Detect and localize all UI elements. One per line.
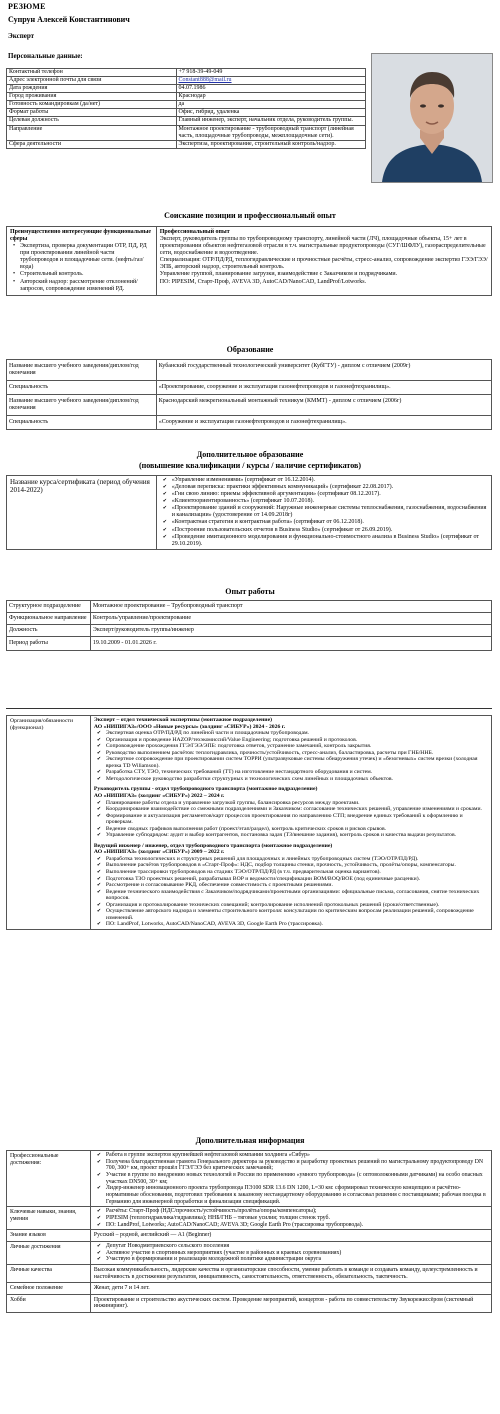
field-label: Сфера деятельности — [7, 140, 177, 148]
field-value: Контроль/управление/проектирование — [90, 613, 491, 625]
field-value: да — [176, 101, 366, 109]
field-label: Ключевые навыки, знания, умения — [7, 1207, 91, 1230]
field-label: Контактный телефон — [7, 69, 177, 77]
table-row — [7, 125, 366, 140]
duty-item: ✔ Координирование взаимодействие со смежными подразделениями и Заказчиком: согласование технических решений, управление изменениями и сроками. — [106, 806, 488, 813]
personal-achievement-item: ✔ Депутат Новодмитриевского сельского поселения — [106, 1243, 488, 1250]
table-row — [7, 476, 492, 550]
field-label: Город проживания — [7, 93, 177, 101]
duty-item: ✔ Методологическое руководство разработки структурных и технологических схем линейных и площадочных объектов. — [106, 776, 488, 783]
field-label: Хобби — [7, 1294, 91, 1312]
work-period-value: 19.10.2009 - 01.01.2026 г. — [90, 637, 491, 651]
institution-value: Краснодарский межрегиональный монтажный техникум (КММТ) - диплом с отличием (2006г) — [156, 395, 491, 416]
courses-label: Название курса/сертификата (период обучения 2014-2022) — [7, 476, 157, 550]
course-item: ✔ «Построение пользовательских отчетов в Business Studio» (сертификат от 26.09.2019). — [172, 527, 488, 534]
field-value: Офис, гибрид, удаленка — [176, 109, 366, 117]
field-label: Название высшего учебного заведения/диплом/год окончания — [7, 395, 157, 416]
field-label: Должность — [7, 625, 91, 637]
course-item: ✔ «Контрактная стратегия и контрактная работа» (сертификат от 06.12.2018). — [172, 519, 488, 526]
candidate-name: Супрун Алексей Константинович — [8, 15, 130, 24]
achievement-item: ✔ Лидер-инженер инновационного проекта трубопровода ПЭ100 SDR 13.6 DN 1200, L=30 км: сформировал техническую концепцию и расчётно-нормативные обоснования, подготовил требования к заказному нестандартному оборудованию и согласовал решения с поставщиками; рабочая поездка в Германию для инженерной проработки и финализации спецификаций. — [106, 1185, 488, 1205]
organization-table — [6, 715, 492, 930]
education-table — [6, 359, 492, 430]
table-row — [7, 625, 492, 637]
work-summary-table — [6, 600, 492, 651]
duty-item: ✔ Ведение технического взаимодействия с Заказчиком/подрядчиками/проектными организациями: официальные письма, согласования, снятие технических вопросов. — [106, 889, 488, 902]
job-company: АО «НИПИГАЗ»/ООО «Новые ресурсы» (холдинг «СИБУР») 2024 - 2026 г. — [93, 723, 286, 730]
list-item: • Строительный контроль. — [20, 271, 153, 278]
field-label: Личные качества — [7, 1264, 91, 1282]
duty-item: ✔ Сопровождение прохождения ГГЭ/ГЭЭ/ЭПБ: подготовка ответов, устранение замечаний, контроль закрытия. — [106, 743, 488, 750]
hobby-value: Проектирование и строительство акустических систем. Проведение мероприятий, концертов - работа по совместительству Звукорежиссёром (системный инжиниринг). — [90, 1294, 491, 1312]
achievement-item: ✔ Работа в группе экспертов крупнейшей нефтегазовой компании холдинга «Сибур» — [106, 1152, 488, 1159]
specialty-value: «Сооружение и эксплуатация газонефтепроводов и газонефтехранилищ». — [156, 416, 491, 430]
table-row — [7, 101, 366, 109]
field-label: Профессиональные достижения: — [7, 1151, 91, 1207]
organization-label: Организация/обязанности (функционал) — [7, 716, 91, 930]
course-item: ✔ «Деловая переписка: практики эффективных коммуникаций» (сертификат 22.08.2017). — [172, 484, 488, 491]
table-row — [7, 395, 492, 416]
search-table — [6, 226, 492, 296]
field-label: Специальность — [7, 381, 157, 395]
duty-item: ✔ Планирование работы отдела и управление загрузкой группы, балансировка ресурсов между проектами. — [106, 800, 488, 807]
section-title-work: Опыт работы — [225, 587, 275, 596]
personal-achievement-item: ✔ Активное участие в спортивных мероприятиях (участие в районных и краевых соревнованиях) — [106, 1250, 488, 1257]
table-row — [7, 1151, 492, 1207]
course-item: ✔ «Гни свою линию: приемы эффективной аргументации» (сертификат 08.12.2017). — [172, 491, 488, 498]
course-item: ✔ «Управление изменениями» (сертификат от 16.12.2014). — [172, 477, 488, 484]
duty-item: ✔ Подготовка ТЗО проектных решений, разрабатывал ВОР и ведомости/спецификации ВОМ/ВОQ/ВОЕ (под единичные расценки). — [106, 876, 488, 883]
person-portrait-icon — [372, 54, 492, 182]
experience-title: Профессиональный опыт — [159, 229, 230, 235]
experience-paragraph: Специализация: ОТР/ПД/РД, теплогидравлические и прочностные расчёты, стресс-анализ, сопровождение экспертиз ГЭЭ/ГЭЭ/ЭПБ, авторский надзор, строительный контроль. — [159, 257, 488, 271]
field-label: Функциональное направление — [7, 613, 91, 625]
table-row — [7, 716, 492, 930]
section-title-additional: Дополнительное образование — [196, 450, 304, 459]
field-label: Семейное положение — [7, 1283, 91, 1295]
functional-areas-title: Преимущественно интересующие функциональные сферы — [10, 229, 152, 243]
field-label: Адрес электронной почты для связи — [7, 77, 177, 85]
table-row — [7, 227, 492, 296]
field-value: Монтажное проектирование - трубопроводный транспорт (линейная часть, площадочные трубопроводы, межплощадочные сети). — [176, 125, 366, 140]
field-value: 04.07.1986 — [176, 85, 366, 93]
table-row — [7, 360, 492, 381]
family-value: Женат, дети 7 и 14 лет. — [90, 1283, 491, 1295]
field-label: Период работы — [7, 637, 91, 651]
table-row — [7, 1241, 492, 1264]
achievement-item: ✔ Получена благодарственная грамота Генерального директора за руководство и разработку проектных решений по магистральному продуктопроводу DN 700, 300+ км, проект прошёл ГГЭ/ГЭЭ без критических замечаний; — [106, 1159, 488, 1172]
experience-paragraph: ПО: PIPESIM, Старт-Проф, AVEVA 3D, AutoCAD/NanoCAD, LandProf/Lotworks. — [159, 278, 367, 285]
course-item: ✔ «Проведение имитационного моделирования и функционально-стоимостного анализа в Business Studio» (сертификат от 29.10.2019). — [172, 534, 488, 548]
duty-item: ✔ Экспертная оценка ОТР/ПД/РД по линейной части и площадочным трубопроводам. — [106, 730, 488, 737]
duty-item: ✔ Организация и проведение HAZOP/техэкомиссий/Value Engineering; подготовка решений и протоколов. — [106, 737, 488, 744]
phone-value: +7 918-39-49-049 — [176, 69, 366, 77]
duty-item: ✔ ПО: LandProf, Lotworks, AutoCAD/NanoCAD, AVEVA 3D, Google Earth Pro (трассировка). — [106, 921, 488, 928]
duty-item: ✔ Разработка технологических и структурных решений для площадочных и линейных трубопроводных систем (ТЭО/ОТР/ПД/РД). — [106, 856, 488, 863]
section-subtitle-additional: (повышение квалификации / курсы / наличие сертификатов) — [138, 461, 362, 470]
field-label: Структурное подразделение — [7, 601, 91, 613]
job-title: Руководитель группы - отдел трубопроводного транспорта (монтажное подразделение) — [93, 786, 318, 793]
extra-info-table — [6, 1150, 492, 1313]
section-title-education: Образование — [226, 345, 274, 354]
section-title-extra: Дополнительная информация — [195, 1136, 305, 1145]
table-row — [7, 140, 366, 148]
table-row — [7, 69, 366, 77]
table-row — [7, 93, 366, 101]
job-title: Ведущий инженер / инженер, отдел трубопроводного транспорта (монтажное подразделение) — [93, 842, 333, 849]
table-row — [7, 1207, 492, 1230]
table-row — [7, 416, 492, 430]
personal-achievement-item: ✔ Участвую в формировании и реализации молодежной политике администрации округа — [106, 1256, 488, 1263]
duty-item: ✔ Руководство выполнением расчётов: теплогидравлика, прочность/устойчивость, стресс-анализ, балластировка, расчеты при ГНБ/ННБ. — [106, 750, 488, 757]
table-row — [7, 77, 366, 85]
experience-paragraph: Эксперт, руководитель группы по трубопроводному транспорту, линейной части (ЛЧ), площадочные объекты, 15+ лет в проектировании объектов нефтегазовой отрасли в т.ч. магистральные продуктопроводы (СУГ/ШФЛУ), газораспределительные сети, водоснабжение и водоотведение. — [159, 236, 486, 257]
field-label: Формат работы — [7, 109, 177, 117]
course-item: ✔ «Проектирование зданий и сооружений: Наружные инженерные системы теплоснабжения, газоснабжения, водоснабжения и канализации» (удостоверение от 14.09.2018г) — [172, 505, 488, 519]
table-row — [7, 85, 366, 93]
personal-qualities-value: Высокая коммуникабельность, лидерские качества и организаторские способности, умение работать в команде и создавать команду, целеустремленность и настойчивость в достижении результатов, инициативность, самостоятельность, ответственность, обязательность, тактичность. — [90, 1264, 491, 1282]
duty-item: ✔ Выполнение расчётов трубопроводов в «Старт-Проф»: НДС, подбор толщины стенки, прочность, устойчивость, пролёты/опоры, компенсаторы. — [106, 862, 488, 869]
job-title: Эксперт – отдел технической экспертизы (монтажное подразделение) — [93, 717, 272, 723]
personal-data-heading: Персональные данные: — [8, 52, 83, 60]
languages-value: Русский – родной, английский — A1 (Beginner) — [90, 1230, 491, 1242]
experience-paragraph: Управление группой, планирование загрузки, взаимодействие с Заказчиком и подрядчиками. — [159, 271, 398, 278]
list-item: • Экспертиза, проверка документации ОТР, ПД, РД при проектировании линейной части трубопроводов и площадочные сети. (нефть/газ/вода) — [20, 243, 153, 271]
duty-item: ✔ Осуществление авторского надзора и элементы строительного контроля: консультации по критическим вопросам реализации решений, сопровождение изменений. — [106, 908, 488, 921]
table-row — [7, 1264, 492, 1282]
table-row — [7, 117, 366, 125]
field-label: Название высшего учебного заведения/диплом/год окончания — [7, 360, 157, 381]
duty-item: ✔ Формирование и актуализация регламентов/карт процессов проектирования по направлению СТП; внедрение единых требований к оформлению и проверкам. — [106, 813, 488, 826]
skill-item: ✔ PIPESIM (теплогидравлика/гидравлика); ННБ/ГНБ – тяговые усилия; толщин стенок труб. — [106, 1215, 488, 1222]
field-value: Экспертиза, проектирование, строительный контроль/надзор. — [176, 140, 366, 148]
table-row — [7, 109, 366, 117]
personal-data-table — [6, 68, 366, 149]
table-row — [7, 613, 492, 625]
table-row — [7, 637, 492, 651]
achievement-item: ✔ Участие в группе по внедрению новых технологий в России по применению «умного трубопровода» (с оптоволоконными датчиками) на особо опасных участках DN500, 30+ км; — [106, 1172, 488, 1185]
divider — [6, 708, 492, 709]
table-row — [7, 381, 492, 395]
duty-item: ✔ Экспертное сопровождение при проектировании систем ТОРРИ (ультразвуковые системы обнаружения утечек) и «безогневых» систем врезки (холодная врезка TD Wiliamson). — [106, 756, 488, 769]
skill-item: ✔ Расчёты: Старт-Проф (НДС/прочность/устойчивость/пролёты/опоры/компенсаторы); — [106, 1208, 488, 1215]
table-row — [7, 1294, 492, 1312]
courses-table — [6, 475, 492, 550]
field-label: Направление — [7, 125, 177, 140]
job-company: АО «НИПИГАЗ» (холдинг «СИБУР») 2009 – 2022 г. — [93, 849, 225, 856]
duty-item: ✔ Разработка СТУ, ТЭО, технических требований (ТТ) на изготовление нестандартного оборудования и систем. — [106, 769, 488, 776]
job-company: АО «НИПИГАЗ» (холдинг «СИБУР») 2022 – 2024 г. — [93, 793, 225, 800]
email-link[interactable]: Constant888@mail.ru — [178, 77, 232, 84]
duty-item: ✔ Организация и протоколирование технических совещаний; контролирование исполнений протокольных решений (сроки/ответственные). — [106, 902, 488, 909]
field-label: Целевая должность — [7, 117, 177, 125]
field-label: Готовность командировкам (да/нет) — [7, 101, 177, 109]
field-label: Дата рождения — [7, 85, 177, 93]
duty-item: ✔ Ведение сводных графиков выполнения работ (проект/этап/раздел), контроль критических сроков и рисков срывов. — [106, 826, 488, 833]
field-value: Краснодар — [176, 93, 366, 101]
profile-photo — [371, 53, 493, 183]
field-value: Эксперт/руководитель группы/инженер — [90, 625, 491, 637]
institution-value: Кубанский государственный технологический университет (КубГТУ) - диплом с отличием (2009г) — [156, 360, 491, 381]
field-value: Главный инженер, эксперт, начальник отдела, руководитель группы. — [176, 117, 366, 125]
table-row — [7, 601, 492, 613]
specialty-value: «Проектирование, сооружение и эксплуатация газонефтепроводов и газонефтехранилищ». — [156, 381, 491, 395]
table-row — [7, 1230, 492, 1242]
skill-item: ✔ ПО: LandProf, Lotworks; AutoCAD/NanoCAD; AVEVA 3D; Google Earth Pro (трассировка трубопровода). — [106, 1222, 488, 1229]
field-label: Знание языков — [7, 1230, 91, 1242]
candidate-role: Эксперт — [8, 32, 35, 40]
section-title-search: Соискание позиции и профессиональный опыт — [164, 211, 336, 220]
duty-item: ✔ Управление субподрядом: аудит и выбор контрагентов, постановка задач (ТЗ/внешние задания), контроль сроков и качества выдачи результатов. — [106, 832, 488, 839]
course-item: ✔ «Клиентоориентированность» (сертификат 10.07.2018). — [172, 498, 488, 505]
list-item: • Авторский надзор: рассмотрение отклонений/запросов, сопровождение изменений РД. — [20, 279, 153, 293]
table-row — [7, 1283, 492, 1295]
resume-heading: РЕЗЮМЕ — [8, 2, 46, 11]
duty-item: ✔ Рассмотрение и согласовывание РКД, обеспечение совместимость с проектными решениями. — [106, 882, 488, 889]
field-label: Личные достижения — [7, 1241, 91, 1264]
field-label: Специальность — [7, 416, 157, 430]
field-value: Монтажное проектирование – Трубопроводный транспорт — [90, 601, 491, 613]
duty-item: ✔ Выполнение трассировки трубопроводов на стадиях ТЭО/ОТР/ПД/РД (в т.ч. предварительная оценка вариантов). — [106, 869, 488, 876]
